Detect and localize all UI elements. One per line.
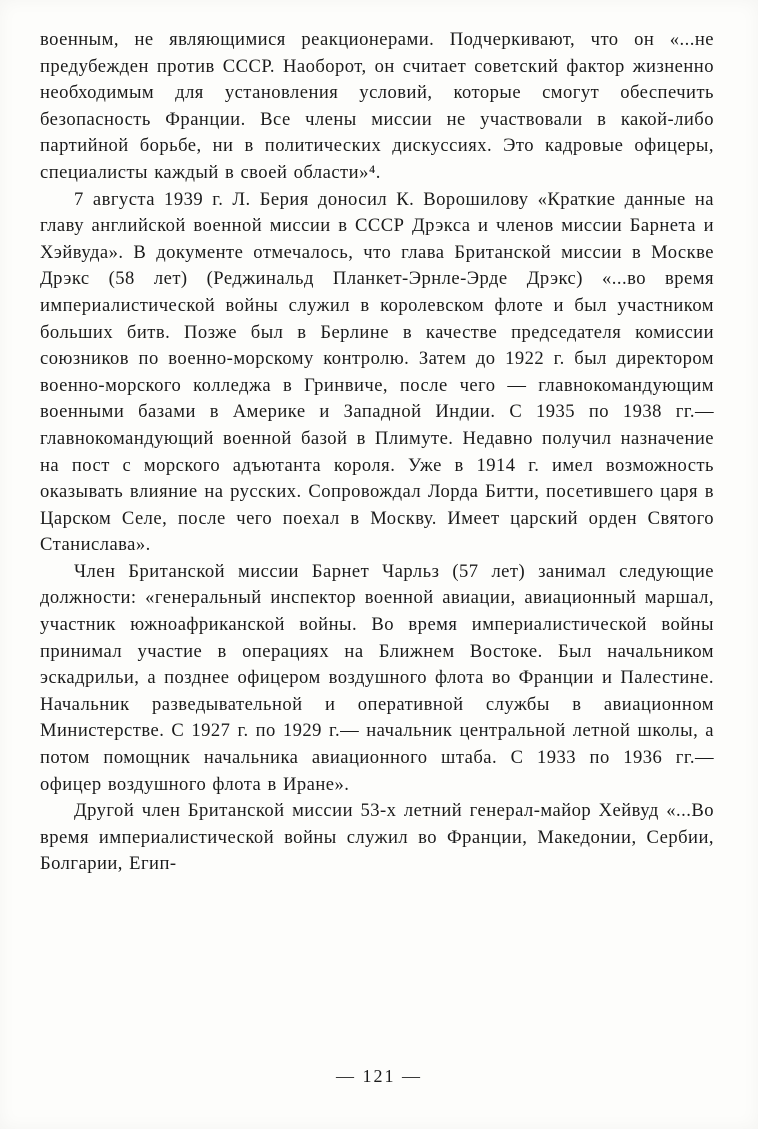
paragraph-continued: военным, не являющимися реакционерами. Подчеркивают, что он «...не предубежден против СССР. Наоборот, он считает советский фактор жизненно необходимым для установления условий, которые смогут обеспечить безопасность Франции. Все члены миссии не участвовали в какой-либо партийной борьбе, ни в политических дискуссиях. Это кадровые офицеры, специалисты каждый в своей области»⁴.	[40, 29, 714, 183]
paragraph: Другой член Британской миссии 53-х летний генерал-майор Хейвуд «...Во время империалистической войны служил во Франции, Македонии, Сербии, Болгарии, Егип-	[40, 800, 714, 875]
paragraph: 7 августа 1939 г. Л. Берия доносил К. Ворошилову «Краткие данные на главу английской военной миссии в СССР Дрэкса и членов миссии Барнета и Хэйвуда». В документе отмечалось, что глава Британской миссии в Москве Дрэкс (58 лет) (Реджинальд Планкет-Эрнле-Эрде Дрэкс) «...во время империалистической войны служил в королевском флоте и был участником больших битв. Позже был в Берлине в качестве председателя комиссии союзников по военно-морскому контролю. Затем до 1922 г. был директором военно-морского колледжа в Гринвиче, после чего — главнокомандующим военными базами в Америке и Западной Индии. С 1935 по 1938 гг.— главнокомандующий военной базой в Плимуте. Недавно получил назначение на пост с морского адъютанта короля. Уже в 1914 г. имел возможность оказывать влияние на русских. Сопровождал Лорда Битти, посетившего царя в Царском Селе, после чего поехал в Москву. Имеет царский орден Святого Станислава».	[40, 188, 714, 556]
page-number: — 121 —	[336, 1066, 422, 1086]
paragraph: Член Британской миссии Барнет Чарльз (57 лет) занимал следующие должности: «генеральный инспектор военной авиации, авиационный маршал, участник южноафриканской войны. Во время империалистической войны принимал участие в операциях на Ближнем Востоке. Был начальником эскадрильи, а позднее офицером воздушного флота во Франции и Палестине. Начальник разведывательной и оперативной службы в авиационном Министерстве. С 1927 г. по 1929 г.— начальник центральной летной школы, а потом помощник начальника авиационного штаба. С 1933 по 1936 гг.— офицер воздушного флота в Иране».	[40, 560, 714, 795]
page-text	[40, 27, 714, 878]
